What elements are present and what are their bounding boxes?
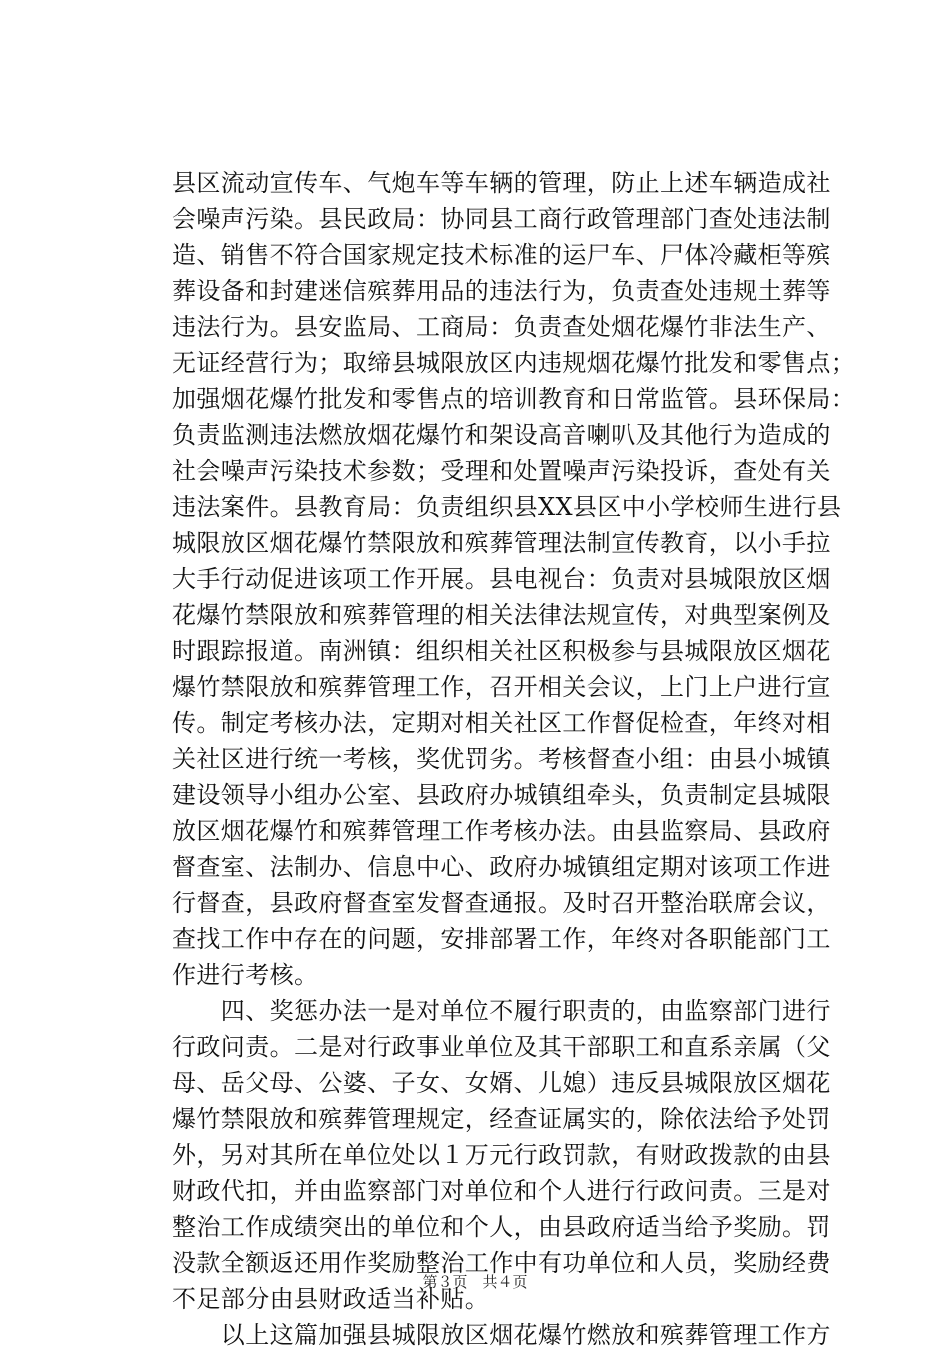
body-text-line: 督查室、法制办、信息中心、政府办城镇组定期对该项工作进 — [172, 853, 831, 881]
body-text-line: 违法行为。县安监局、工商局：负责查处烟花爆竹非法生产、 — [172, 313, 831, 341]
body-text-line: 建设领导小组办公室、县政府办城镇组牵头，负责制定县城限 — [172, 781, 831, 809]
body-text-line: 葬设备和封建迷信殡葬用品的违法行为，负责查处违规土葬等 — [172, 277, 831, 305]
body-text-line: 造、销售不符合国家规定技术标准的运尸车、尸体冷藏柜等殡 — [172, 241, 831, 269]
body-text-line: 大手行动促进该项工作开展。县电视台：负责对县城限放区烟 — [172, 565, 831, 593]
body-text-line: 查找工作中存在的问题，安排部署工作，年终对各职能部门工 — [172, 925, 831, 953]
body-text-line: 社会噪声污染技术参数；受理和处置噪声污染投诉，查处有关 — [172, 457, 831, 485]
body-text-line: 关社区进行统一考核，奖优罚劣。考核督查小组：由县小城镇 — [172, 745, 831, 773]
body-text-line: 四、奖惩办法一是对单位不履行职责的，由监察部门进行 — [172, 997, 831, 1025]
body-text-line: 财政代扣，并由监察部门对单位和个人进行行政问责。三是对 — [172, 1177, 831, 1205]
body-text-line: 没款全额返还用作奖励整治工作中有功单位和人员，奖励经费 — [172, 1249, 831, 1277]
body-text-line: 行政问责。二是对行政事业单位及其干部职工和直系亲属（父 — [172, 1033, 831, 1061]
body-text-line: 时跟踪报道。南洲镇：组织相关社区积极参与县城限放区烟花 — [172, 637, 831, 665]
body-text-line: 违法案件。县教育局：负责组织县XX县区中小学校师生进行县 — [172, 493, 842, 521]
body-text-line: 放区烟花爆竹和殡葬管理工作考核办法。由县监察局、县政府 — [172, 817, 831, 845]
body-text-line: 整治工作成绩突出的单位和个人，由县政府适当给予奖励。罚 — [172, 1213, 831, 1241]
body-text-line: 会噪声污染。县民政局：协同县工商行政管理部门查处违法制 — [172, 205, 831, 233]
body-text-line: 城限放区烟花爆竹禁限放和殡葬管理法制宣传教育，以小手拉 — [172, 529, 831, 557]
body-text-line: 爆竹禁限放和殡葬管理工作，召开相关会议，上门上户进行宣 — [172, 673, 831, 701]
body-text-line: 县区流动宣传车、气炮车等车辆的管理，防止上述车辆造成社 — [172, 169, 831, 197]
body-text-line: 外，另对其所在单位处以１万元行政罚款，有财政拨款的由县 — [172, 1141, 831, 1169]
body-text-line: 无证经营行为；取缔县城限放区内违规烟花爆竹批发和零售点； — [172, 349, 856, 377]
body-text-line: 加强烟花爆竹批发和零售点的培训教育和日常监管。县环保局： — [172, 385, 856, 413]
body-text-line: 不足部分由县财政适当补贴。 — [172, 1285, 490, 1313]
body-text-line: 负责监测违法燃放烟花爆竹和架设高音喇叭及其他行为造成的 — [172, 421, 831, 449]
body-text-line: 母、岳父母、公婆、子女、女婿、儿媳）违反县城限放区烟花 — [172, 1069, 831, 1097]
body-text-line: 传。制定考核办法，定期对相关社区工作督促检查，年终对相 — [172, 709, 831, 737]
body-text-line: 作进行考核。 — [172, 961, 319, 989]
body-text-line: 以上这篇加强县城限放区烟花爆竹燃放和殡葬管理工作方 — [172, 1321, 831, 1349]
body-text-line: 花爆竹禁限放和殡葬管理的相关法律法规宣传，对典型案例及 — [172, 601, 831, 629]
document-body — [172, 165, 856, 1353]
body-text-line: 爆竹禁限放和殡葬管理规定，经查证属实的，除依法给予处罚 — [172, 1105, 831, 1133]
page-footer: 第３页 共４页 — [422, 1273, 528, 1291]
body-text-line: 行督查，县政府督查室发督查通报。及时召开整治联席会议， — [172, 889, 831, 917]
